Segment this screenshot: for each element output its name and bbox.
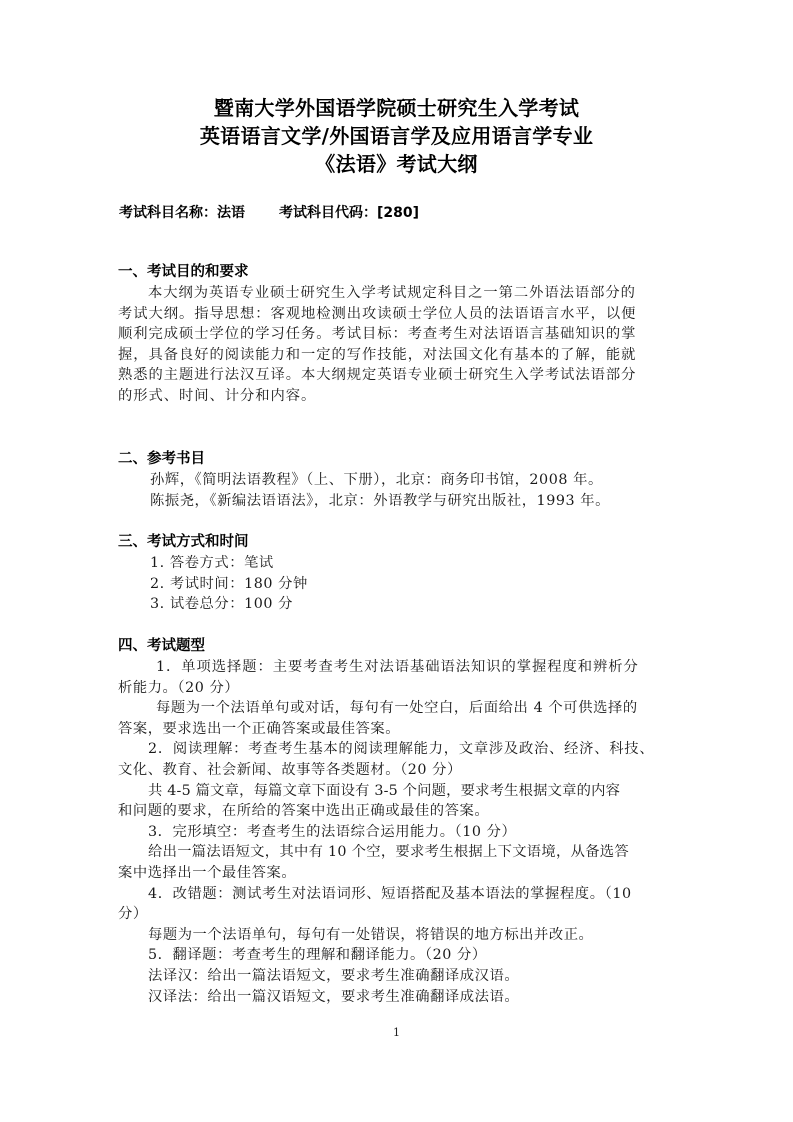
page-number: 1 bbox=[393, 1026, 400, 1039]
title-university: 暨南大学外国语学院硕士研究生入学考试 bbox=[213, 96, 580, 120]
list-item: 3. 试卷总分：100 分 bbox=[150, 596, 293, 613]
book-entry: 陈振尧，《新编法语语法》，北京：外语教学与研究出版社，1993 年。 bbox=[150, 492, 610, 509]
section-reference-books bbox=[118, 449, 678, 511]
list-item: 2. 考试时间：180 分钟 bbox=[150, 575, 308, 592]
paragraph-line: 分） bbox=[118, 906, 148, 923]
paragraph-line: 3．完形填空：考查考生的法语综合运用能力。（10 分） bbox=[148, 823, 517, 840]
paragraph-line: 本大纲为英语专业硕士研究生入学考试规定科目之一第二外语法语部分的 bbox=[148, 285, 636, 301]
section-heading: 三、考试方式和时间 bbox=[118, 534, 249, 550]
paragraph-line: 汉译法：给出一篇汉语短文，要求考生准确翻译成法语。 bbox=[148, 988, 520, 1005]
section-exam-format bbox=[118, 532, 678, 615]
section-heading: 二、参考书目 bbox=[118, 451, 205, 467]
subject-code: 考试科目代码：[280] bbox=[279, 205, 420, 221]
paragraph-line: 考试大纲。指导思想：客观地检测出攻读硕士学位人员的法语语言水平，以便 bbox=[118, 305, 637, 322]
paragraph-line: 文化、教育、社会新闻、故事等各类题材。（20 分） bbox=[118, 761, 462, 778]
paragraph-line: 法译汉：给出一篇法语短文，要求考生准确翻译成汉语。 bbox=[148, 967, 520, 984]
subject-name: 考试科目名称：法语 bbox=[119, 205, 245, 221]
paragraph-line: 1．单项选择题：主要考查考生对法语基础语法知识的掌握程度和辨析分 bbox=[156, 659, 639, 675]
paragraph-line: 案中选择出一个最佳答案。 bbox=[118, 864, 297, 881]
paragraph-line: 熟悉的主题进行法汉互译。本大纲规定英语专业硕士研究生入学考试法语部分 bbox=[118, 367, 637, 384]
paragraph-line: 析能力。（20 分） bbox=[118, 679, 240, 696]
paragraph-line: 顺利完成硕士学位的学习任务。考试目标：考查考生对法语语言基础知识的掌 bbox=[118, 326, 637, 343]
paragraph-line: 握，具备良好的阅读能力和一定的写作技能，对法国文化有基本的了解，能就 bbox=[118, 346, 637, 363]
book-entry: 孙辉，《简明法语教程》（上、下册），北京：商务印书馆，2008 年。 bbox=[150, 472, 603, 488]
paragraph-line: 4．改错题：测试考生对法语词形、短语搭配及基本语法的掌握程度。（10 bbox=[148, 885, 632, 902]
list-item: 1. 答卷方式：笔试 bbox=[150, 555, 274, 571]
paragraph-line: 每题为一个法语单句或对话，每句有一处空白，后面给出 4 个可供选择的 bbox=[156, 700, 638, 717]
paragraph-line: 5．翻译题：考查考生的理解和翻译能力。（20 分） bbox=[148, 947, 487, 964]
section-heading: 四、考试题型 bbox=[118, 638, 205, 654]
paragraph-line: 共 4-5 篇文章，每篇文章下面设有 3-5 个问题，要求考生根据文章的内容 bbox=[148, 782, 621, 799]
document-title bbox=[0, 94, 793, 178]
paragraph-line: 的形式、时间、计分和内容。 bbox=[118, 387, 317, 404]
subject-info bbox=[119, 203, 419, 223]
paragraph-line: 和问题的要求，在所给的答案中选出正确或最佳的答案。 bbox=[118, 803, 490, 820]
paragraph-line: 给出一篇法语短文，其中有 10 个空，要求考生根据上下文语境，从备选答 bbox=[148, 844, 629, 861]
title-major: 英语语言文学/外国语言学及应用语言学专业 bbox=[199, 124, 594, 148]
section-question-types bbox=[118, 636, 678, 1007]
paragraph-line: 2．阅读理解：考查考生基本的阅读理解能力，文章涉及政治、经济、科技、 bbox=[148, 741, 655, 758]
section-exam-purpose bbox=[118, 262, 678, 407]
section-heading: 一、考试目的和要求 bbox=[118, 264, 249, 280]
title-syllabus: 《法语》考试大纲 bbox=[315, 152, 478, 176]
paragraph-line: 答案，要求选出一个正确答案或最佳答案。 bbox=[118, 720, 401, 737]
paragraph-line: 每题为一个法语单句，每句有一处错误，将错误的地方标出并改正。 bbox=[148, 926, 594, 943]
